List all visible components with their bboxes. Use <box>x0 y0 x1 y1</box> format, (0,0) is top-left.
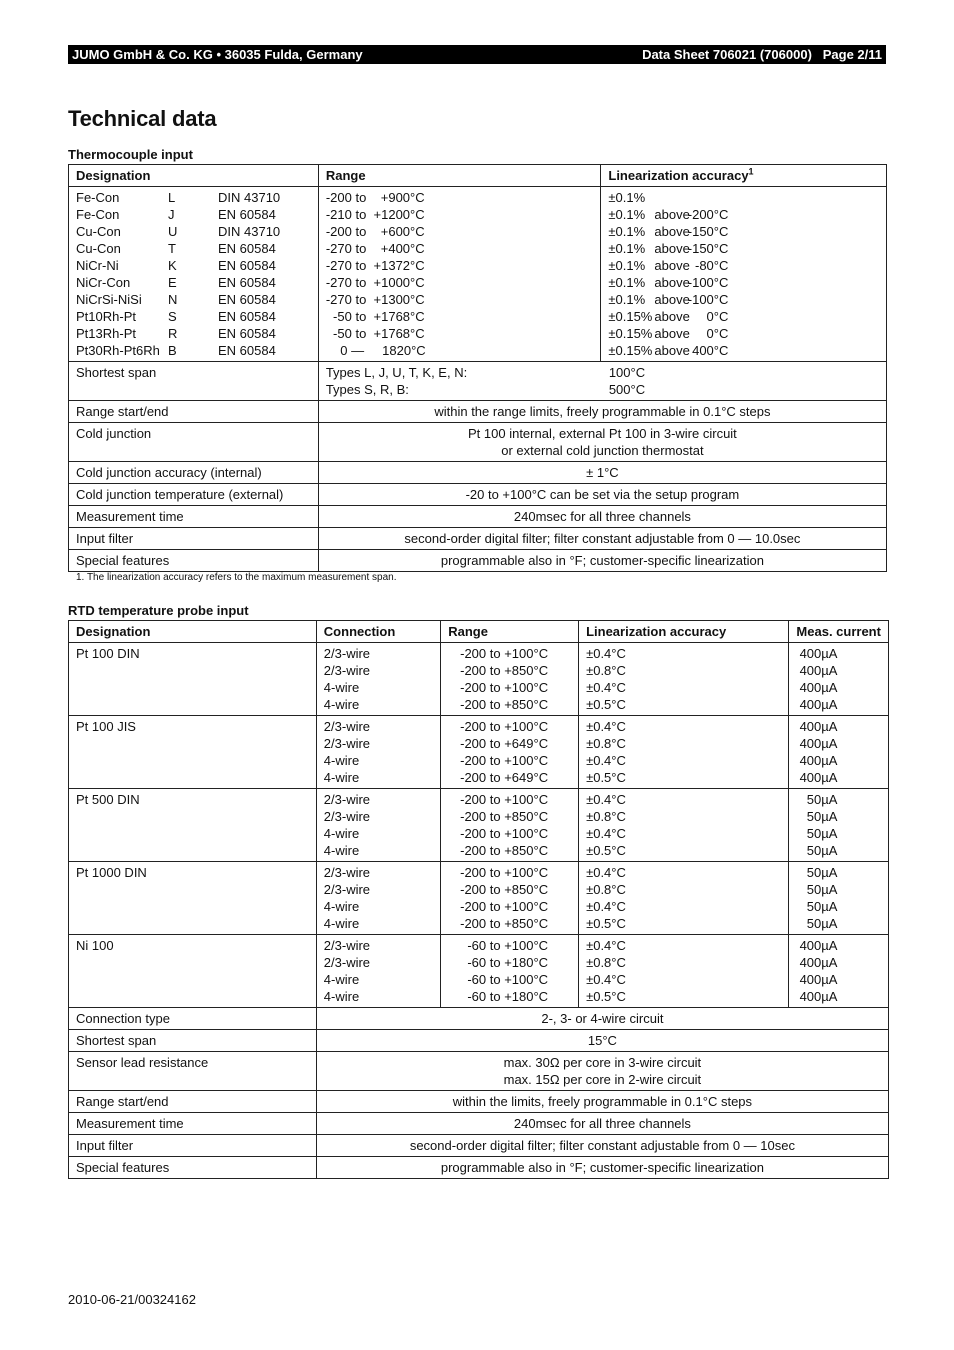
thermocouple-name: NiCrSi-NiSi <box>76 292 142 307</box>
probe-accuracy: ±0.5°C <box>586 916 626 931</box>
row-value <box>316 1052 888 1091</box>
header-linearization-accuracy: Linearization accuracy$^1$ <box>601 165 887 187</box>
thermocouple-name: Fe-Con <box>76 207 120 222</box>
accuracy-above: above <box>654 275 690 290</box>
thermocouple-name: Cu-Con <box>76 241 121 256</box>
thermocouple-name: Cu-Con <box>76 224 121 239</box>
thermocouple-range-line: -200 to +900°C <box>325 190 425 205</box>
probe-connection: 4-wire <box>323 680 360 695</box>
probe-accuracy-cell <box>579 935 789 1008</box>
row-label: Cold junction <box>69 423 319 462</box>
row-label: Measurement time <box>69 1113 317 1135</box>
probe-accuracy-cell <box>579 643 789 716</box>
probe-range: -200 to +850°C <box>460 916 549 931</box>
accuracy-value: ±0.1% <box>608 292 646 307</box>
thermocouple-type-line <box>76 342 311 359</box>
thermocouple-accuracy-line <box>608 342 879 359</box>
spec-row <box>69 1030 889 1052</box>
header-meas-current: Meas. current <box>789 621 889 643</box>
probe-connection: 2/3-wire <box>323 955 371 970</box>
probe-accuracy: ±0.8°C <box>586 882 626 897</box>
accuracy-above: above <box>654 258 690 273</box>
probe-current: 400µA <box>799 646 838 661</box>
probe-connection: 4-wire <box>323 770 360 785</box>
accuracy-above: above <box>654 292 690 307</box>
spec-row <box>69 401 887 423</box>
probe-range: -200 to +100°C <box>460 826 549 841</box>
spec-row <box>69 1091 889 1113</box>
accuracy-value: ±0.1% <box>608 190 646 205</box>
probe-current: 400µA <box>799 663 838 678</box>
row-label: Shortest span <box>69 1030 317 1052</box>
row-value <box>316 1135 888 1157</box>
thermocouple-standard: EN 60584 <box>218 326 276 341</box>
row-value-line: 240msec for all three channels <box>513 509 691 524</box>
probe-range: -200 to +649°C <box>460 770 549 785</box>
thermocouple-code: L <box>168 190 176 205</box>
probe-connection: 4-wire <box>323 826 360 841</box>
probe-accuracy: ±0.4°C <box>586 899 626 914</box>
probe-connection: 4-wire <box>323 899 360 914</box>
thermocouple-code: R <box>168 326 178 341</box>
probe-range: -200 to +850°C <box>460 697 549 712</box>
thermocouple-range-line: -50 to +1768°C <box>325 309 425 324</box>
probe-accuracy: ±0.5°C <box>586 697 626 712</box>
row-value-line: programmable also in °F; customer-specific linearization <box>440 1160 764 1175</box>
row-label: Connection type <box>69 1008 317 1030</box>
probe-range: -200 to +850°C <box>460 663 549 678</box>
thermocouple-range-line: -270 to +1300°C <box>325 292 425 307</box>
accuracy-value: ±0.15% <box>608 343 653 358</box>
probe-current: 400µA <box>799 736 838 751</box>
thermocouple-name: Pt30Rh-Pt6Rh <box>76 343 160 358</box>
thermocouple-standard: EN 60584 <box>218 292 276 307</box>
row-value-line: -20 to +100°C can be set via the setup program <box>465 487 740 502</box>
spec-row <box>69 506 887 528</box>
thermocouple-range-line: -270 to +400°C <box>325 241 425 256</box>
row-value <box>316 1008 888 1030</box>
thermocouple-accuracy-line <box>608 257 879 274</box>
probe-range: -200 to +850°C <box>460 809 549 824</box>
probe-current: 400µA <box>799 697 838 712</box>
thermocouple-code: N <box>168 292 178 307</box>
probe-current: 400µA <box>799 955 838 970</box>
row-value-line: 240msec for all three channels <box>513 1116 691 1131</box>
probe-current: 400µA <box>799 938 838 953</box>
probe-designation: Pt 1000 DIN <box>69 862 317 935</box>
probe-range: -200 to +100°C <box>460 899 549 914</box>
probe-connection-cell <box>316 643 440 716</box>
thermocouple-name: Pt13Rh-Pt <box>76 326 136 341</box>
row-value <box>318 550 886 572</box>
row-label: Measurement time <box>69 506 319 528</box>
row-value-line: 15°C <box>587 1033 617 1048</box>
probe-connection: 2/3-wire <box>323 663 371 678</box>
probe-accuracy-cell <box>579 789 789 862</box>
probe-accuracy: ±0.5°C <box>586 989 626 1004</box>
header-connection: Connection <box>316 621 440 643</box>
probe-accuracy: ±0.4°C <box>586 865 626 880</box>
spec-row <box>69 423 887 462</box>
probe-current: 50µA <box>806 792 838 807</box>
probe-accuracy-cell <box>579 716 789 789</box>
thermocouple-standard: EN 60584 <box>218 207 276 222</box>
header-company: JUMO GmbH & Co. KG • 36035 Fulda, Germany <box>72 47 363 62</box>
probe-current: 50µA <box>806 916 838 931</box>
probe-accuracy-cell <box>579 862 789 935</box>
probe-current: 50µA <box>806 882 838 897</box>
thermocouple-standard: DIN 43710 <box>218 190 281 205</box>
probe-range: -200 to +100°C <box>460 792 549 807</box>
accuracy-above: above <box>654 343 690 358</box>
accuracy-value: ±0.1% <box>608 224 646 239</box>
thermocouple-code: T <box>168 241 176 256</box>
probe-connection: 4-wire <box>323 843 360 858</box>
spec-row <box>69 550 887 572</box>
row-label: Range start/end <box>69 1091 317 1113</box>
thermocouple-standard: EN 60584 <box>218 275 276 290</box>
probe-accuracy: ±0.4°C <box>586 792 626 807</box>
probe-connection: 2/3-wire <box>323 865 371 880</box>
header-designation: Designation <box>69 621 317 643</box>
accuracy-limit: -150°C <box>687 241 729 256</box>
probe-accuracy: ±0.4°C <box>586 646 626 661</box>
row-value-line: second-order digital filter; filter constant adjustable from 0 — 10.0sec <box>404 531 801 546</box>
thermocouple-accuracy-line <box>608 291 879 308</box>
probe-connection: 4-wire <box>323 916 360 931</box>
thermocouple-code: S <box>168 309 177 324</box>
row-value <box>318 484 886 506</box>
probe-accuracy: ±0.4°C <box>586 719 626 734</box>
probe-connection: 2/3-wire <box>323 719 371 734</box>
thermocouple-type-line <box>76 257 311 274</box>
thermocouple-standard: EN 60584 <box>218 258 276 273</box>
row-value-line: max. 30Ω per core in 3-wire circuit <box>503 1055 702 1070</box>
accuracy-value: ±0.1% <box>608 258 646 273</box>
probe-connection-cell <box>316 935 440 1008</box>
row-value-line: programmable also in °F; customer-specific linearization <box>440 553 764 568</box>
thermocouple-accuracy-line <box>608 223 879 240</box>
probe-range: -200 to +850°C <box>460 843 549 858</box>
spec-row <box>69 1135 889 1157</box>
row-value <box>316 1113 888 1135</box>
spec-row <box>69 1008 889 1030</box>
thermocouple-type-line <box>76 274 311 291</box>
thermocouple-standard: EN 60584 <box>218 241 276 256</box>
row-value <box>318 506 886 528</box>
thermocouple-accuracy-line <box>608 206 879 223</box>
probe-accuracy: ±0.5°C <box>586 843 626 858</box>
spec-row <box>69 1113 889 1135</box>
accuracy-limit: 0°C <box>706 326 729 341</box>
probe-current: 400µA <box>799 680 838 695</box>
probe-range: -200 to +100°C <box>460 646 549 661</box>
probe-current: 50µA <box>806 826 838 841</box>
probe-current: 50µA <box>806 865 838 880</box>
thermocouple-type-line <box>76 223 311 240</box>
spec-row <box>69 528 887 550</box>
thermocouple-range-line: 0 — 1820°C <box>325 343 426 358</box>
thermocouple-types-row <box>69 187 887 362</box>
probe-connection-cell <box>316 716 440 789</box>
probe-current-cell <box>789 935 889 1008</box>
probe-range: -60 to +100°C <box>467 938 549 953</box>
footnote: 1. The linearization accuracy refers to the maximum measurement span. <box>76 572 397 583</box>
row-value <box>316 1091 888 1113</box>
row-value-line: ± 1°C <box>586 465 619 480</box>
probe-designation: Pt 500 DIN <box>69 789 317 862</box>
probe-range-cell <box>441 862 579 935</box>
probe-accuracy: ±0.8°C <box>586 736 626 751</box>
row-value <box>318 528 886 550</box>
probe-accuracy: ±0.8°C <box>586 663 626 678</box>
probe-connection-cell <box>316 862 440 935</box>
thermocouple-accuracy-line <box>608 274 879 291</box>
row-value-line: 2-, 3- or 4-wire circuit <box>541 1011 664 1026</box>
accuracy-limit: 400°C <box>692 343 729 358</box>
thermocouple-name: NiCr-Ni <box>76 258 119 273</box>
probe-current: 400µA <box>799 972 838 987</box>
accuracy-value: ±0.1% <box>608 275 646 290</box>
probe-current: 400µA <box>799 753 838 768</box>
accuracy-limit: -200°C <box>687 207 729 222</box>
probe-range: -60 to +100°C <box>467 972 549 987</box>
row-label: Shortest span <box>69 362 319 401</box>
row-value <box>318 423 886 462</box>
row-label: Range start/end <box>69 401 319 423</box>
header-bar <box>68 45 886 64</box>
thermocouple-accuracy-line <box>608 325 879 342</box>
accuracy-limit: -100°C <box>687 292 729 307</box>
probe-current: 50µA <box>806 899 838 914</box>
spec-row <box>69 1052 889 1091</box>
header-datasheet-info: Data Sheet 706021 (706000) Page 2/11 <box>642 47 882 62</box>
probe-range-cell <box>441 935 579 1008</box>
thermocouple-code: K <box>168 258 177 273</box>
row-value <box>318 401 886 423</box>
spec-row <box>69 462 887 484</box>
accuracy-limit: -150°C <box>687 224 729 239</box>
rtd-probe-row <box>69 862 889 935</box>
probe-range: -200 to +100°C <box>460 865 549 880</box>
page-title: Technical data <box>68 106 217 131</box>
header-designation: Designation <box>69 165 319 187</box>
row-label: Sensor lead resistance <box>69 1052 317 1091</box>
probe-connection: 4-wire <box>323 989 360 1004</box>
probe-designation: Pt 100 DIN <box>69 643 317 716</box>
rtd-probe-row <box>69 789 889 862</box>
probe-accuracy: ±0.4°C <box>586 972 626 987</box>
thermocouple-type-line <box>76 291 311 308</box>
probe-accuracy: ±0.4°C <box>586 753 626 768</box>
probe-current: 400µA <box>799 989 838 1004</box>
accuracy-limit: -100°C <box>687 275 729 290</box>
probe-connection: 2/3-wire <box>323 809 371 824</box>
row-label: Special features <box>69 550 319 572</box>
probe-current: 50µA <box>806 809 838 824</box>
thermocouple-range-line: -210 to +1200°C <box>325 207 425 222</box>
probe-current-cell <box>789 789 889 862</box>
thermocouple-accuracies <box>601 187 887 362</box>
accuracy-limit: 0°C <box>706 309 729 324</box>
row-value-line: or external cold junction thermostat <box>501 443 704 458</box>
spec-row <box>69 1157 889 1179</box>
probe-accuracy: ±0.4°C <box>586 680 626 695</box>
probe-current-cell <box>789 643 889 716</box>
row-label: Cold junction temperature (external) <box>69 484 319 506</box>
accuracy-value: ±0.15% <box>608 309 653 324</box>
accuracy-above: above <box>654 241 690 256</box>
probe-designation: Pt 100 JIS <box>69 716 317 789</box>
probe-connection-cell <box>316 789 440 862</box>
probe-current: 400µA <box>799 719 838 734</box>
header-range: Range <box>318 165 601 187</box>
thermocouple-type-line <box>76 240 311 257</box>
rtd-header-row <box>69 621 889 643</box>
row-label: Special features <box>69 1157 317 1179</box>
thermocouple-name: Fe-Con <box>76 190 120 205</box>
thermocouple-type-line <box>76 206 311 223</box>
thermocouple-header-row <box>69 165 887 187</box>
accuracy-above: above <box>654 309 690 324</box>
rtd-probe-row <box>69 643 889 716</box>
probe-range-cell <box>441 643 579 716</box>
thermocouple-code: J <box>168 207 175 222</box>
accuracy-above: above <box>654 326 690 341</box>
probe-current: 400µA <box>799 770 838 785</box>
probe-range: -60 to +180°C <box>467 955 549 970</box>
thermocouple-name: NiCr-Con <box>76 275 131 290</box>
thermocouple-range-line: -200 to +600°C <box>325 224 425 239</box>
probe-current: 50µA <box>806 843 838 858</box>
thermocouple-name: Pt10Rh-Pt <box>76 309 136 324</box>
thermocouple-section-title: Thermocouple input <box>68 147 193 162</box>
row-label: Cold junction accuracy (internal) <box>69 462 319 484</box>
thermocouple-ranges <box>318 187 601 362</box>
accuracy-above: above <box>654 224 690 239</box>
probe-accuracy: ±0.4°C <box>586 938 626 953</box>
row-value <box>316 1030 888 1052</box>
probe-connection: 2/3-wire <box>323 646 371 661</box>
probe-current-cell <box>789 716 889 789</box>
accuracy-limit: -80°C <box>694 258 729 273</box>
thermocouple-accuracy-line <box>608 308 879 325</box>
thermocouple-type-line <box>76 325 311 342</box>
thermocouple-designations <box>69 187 319 362</box>
probe-range: -200 to +649°C <box>460 736 549 751</box>
row-value-line: within the limits, freely programmable in 0.1°C steps <box>452 1094 753 1109</box>
row-value <box>318 462 886 484</box>
rtd-probe-row <box>69 935 889 1008</box>
probe-range: -200 to +100°C <box>460 719 549 734</box>
accuracy-value: ±0.1% <box>608 207 646 222</box>
probe-connection: 4-wire <box>323 697 360 712</box>
probe-range: -200 to +100°C <box>460 680 549 695</box>
shortest-span-value: Types L, J, U, T, K, E, N: 100°C Types S, R, B: 500°C <box>318 362 886 401</box>
probe-range-cell <box>441 716 579 789</box>
spec-row <box>69 484 887 506</box>
probe-accuracy: ±0.8°C <box>586 955 626 970</box>
probe-range-cell <box>441 789 579 862</box>
thermocouple-range-line: -50 to +1768°C <box>325 326 425 341</box>
accuracy-value: ±0.15% <box>608 326 653 341</box>
row-value-line: Pt 100 internal, external Pt 100 in 3-wire circuit <box>468 426 737 441</box>
thermocouple-standard: EN 60584 <box>218 343 276 358</box>
probe-designation: Ni 100 <box>69 935 317 1008</box>
probe-connection: 4-wire <box>323 753 360 768</box>
rtd-section-title: RTD temperature probe input <box>68 603 249 618</box>
thermocouple-standard: DIN 43710 <box>218 224 281 239</box>
probe-accuracy: ±0.5°C <box>586 770 626 785</box>
row-value-line: within the range limits, freely programmable in 0.1°C steps <box>434 404 771 419</box>
probe-connection: 2/3-wire <box>323 938 371 953</box>
probe-range: -60 to +180°C <box>467 989 549 1004</box>
thermocouple-code: B <box>168 343 177 358</box>
document-code: 2010-06-21/00324162 <box>68 1292 196 1307</box>
thermocouple-table <box>68 164 887 572</box>
header-linearization-accuracy: Linearization accuracy <box>579 621 789 643</box>
thermocouple-range-line: -270 to +1372°C <box>325 258 425 273</box>
thermocouple-shortest-span-row <box>69 362 887 401</box>
thermocouple-type-line <box>76 189 311 206</box>
thermocouple-accuracy-line <box>608 240 879 257</box>
header-range: Range <box>441 621 579 643</box>
probe-connection: 2/3-wire <box>323 792 371 807</box>
probe-connection: 4-wire <box>323 972 360 987</box>
thermocouple-range-line: -270 to +1000°C <box>325 275 425 290</box>
probe-accuracy: ±0.8°C <box>586 809 626 824</box>
probe-range: -200 to +100°C <box>460 753 549 768</box>
thermocouple-type-line <box>76 308 311 325</box>
accuracy-above: above <box>654 207 690 222</box>
probe-range: -200 to +850°C <box>460 882 549 897</box>
row-label: Input filter <box>69 528 319 550</box>
row-value-line: second-order digital filter; filter constant adjustable from 0 — 10sec <box>409 1138 795 1153</box>
row-value <box>316 1157 888 1179</box>
row-label: Input filter <box>69 1135 317 1157</box>
rtd-probe-row <box>69 716 889 789</box>
thermocouple-accuracy-line <box>608 189 879 206</box>
rtd-table <box>68 620 889 1179</box>
probe-current-cell <box>789 862 889 935</box>
probe-accuracy: ±0.4°C <box>586 826 626 841</box>
thermocouple-code: E <box>168 275 177 290</box>
thermocouple-standard: EN 60584 <box>218 309 276 324</box>
accuracy-value: ±0.1% <box>608 241 646 256</box>
probe-connection: 2/3-wire <box>323 882 371 897</box>
thermocouple-code: U <box>168 224 178 239</box>
probe-connection: 2/3-wire <box>323 736 371 751</box>
row-value-line: max. 15Ω per core in 2-wire circuit <box>503 1072 702 1087</box>
